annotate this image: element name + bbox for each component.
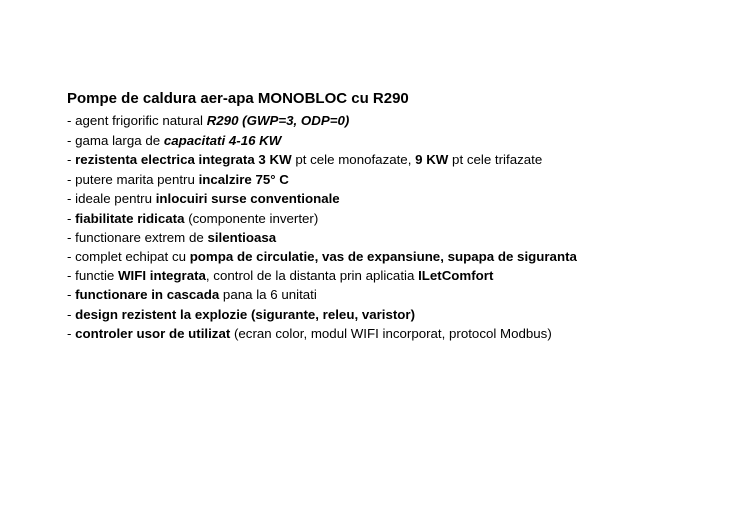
feature-highlight: controler usor de utilizat: [75, 326, 231, 341]
feature-text: - putere marita pentru: [67, 171, 199, 187]
feature-text: - functionare extrem de: [67, 230, 208, 245]
feature-list-item: [67, 189, 667, 209]
feature-text: pana la 6 unitati: [219, 287, 317, 302]
feature-highlight: rezistenta electrica integrata 3 KW: [75, 152, 292, 167]
feature-text: (ecran color, modul WIFI incorporat, protocol Modbus): [230, 326, 552, 341]
feature-highlight: design rezistent la explozie (sigurante, releu, varistor): [75, 306, 416, 322]
feature-list-item: [67, 228, 667, 248]
feature-highlight: incalzire 75° C: [198, 171, 289, 187]
feature-text: -: [67, 210, 76, 226]
feature-text: - ideale pentru: [67, 191, 156, 206]
feature-highlight: 9 KW: [415, 152, 449, 167]
document-title: Pompe de caldura aer-apa MONOBLOC cu R290: [67, 90, 409, 107]
feature-text: - gama larga de: [67, 132, 164, 148]
feature-highlight: functionare in cascada: [75, 287, 220, 302]
feature-list-item: [67, 209, 667, 229]
feature-list-item: [67, 266, 667, 286]
feature-list-item: [67, 150, 667, 170]
feature-highlight: ILetComfort: [418, 267, 494, 283]
feature-list-item: [67, 170, 667, 190]
feature-list-item: [67, 305, 667, 325]
feature-text: - complet echipat cu: [67, 248, 190, 264]
feature-list-item: [67, 324, 667, 344]
feature-list: [67, 111, 667, 344]
feature-highlight: fiabilitate ridicata: [75, 210, 185, 226]
feature-text: pt cele trifazate: [448, 152, 543, 167]
feature-text: -: [67, 326, 76, 341]
feature-text: , control de la distanta prin aplicatia: [205, 267, 419, 283]
feature-text: pt cele monofazate,: [291, 152, 416, 167]
feature-list-item: [67, 111, 667, 131]
feature-text: -: [67, 306, 76, 322]
feature-text: -: [67, 287, 76, 302]
feature-highlight: capacitati 4-16 KW: [163, 132, 282, 148]
feature-text: -: [67, 152, 76, 167]
feature-list-item: [67, 248, 587, 265]
feature-text: - agent frigorific natural: [67, 113, 207, 128]
feature-list-item: [67, 131, 667, 151]
feature-highlight: silentioasa: [207, 230, 277, 245]
document-body: [67, 89, 667, 344]
feature-highlight: pompa de circulatie, vas de expansiune, supapa de siguranta: [189, 248, 577, 264]
feature-highlight: WIFI integrata: [118, 267, 206, 283]
feature-text: - functie: [67, 267, 118, 283]
feature-list-item: [67, 285, 667, 305]
feature-highlight: R290 (GWP=3, ODP=0): [206, 113, 350, 128]
feature-text: (componente inverter): [184, 210, 319, 226]
feature-highlight: inlocuiri surse conventionale: [155, 191, 340, 206]
